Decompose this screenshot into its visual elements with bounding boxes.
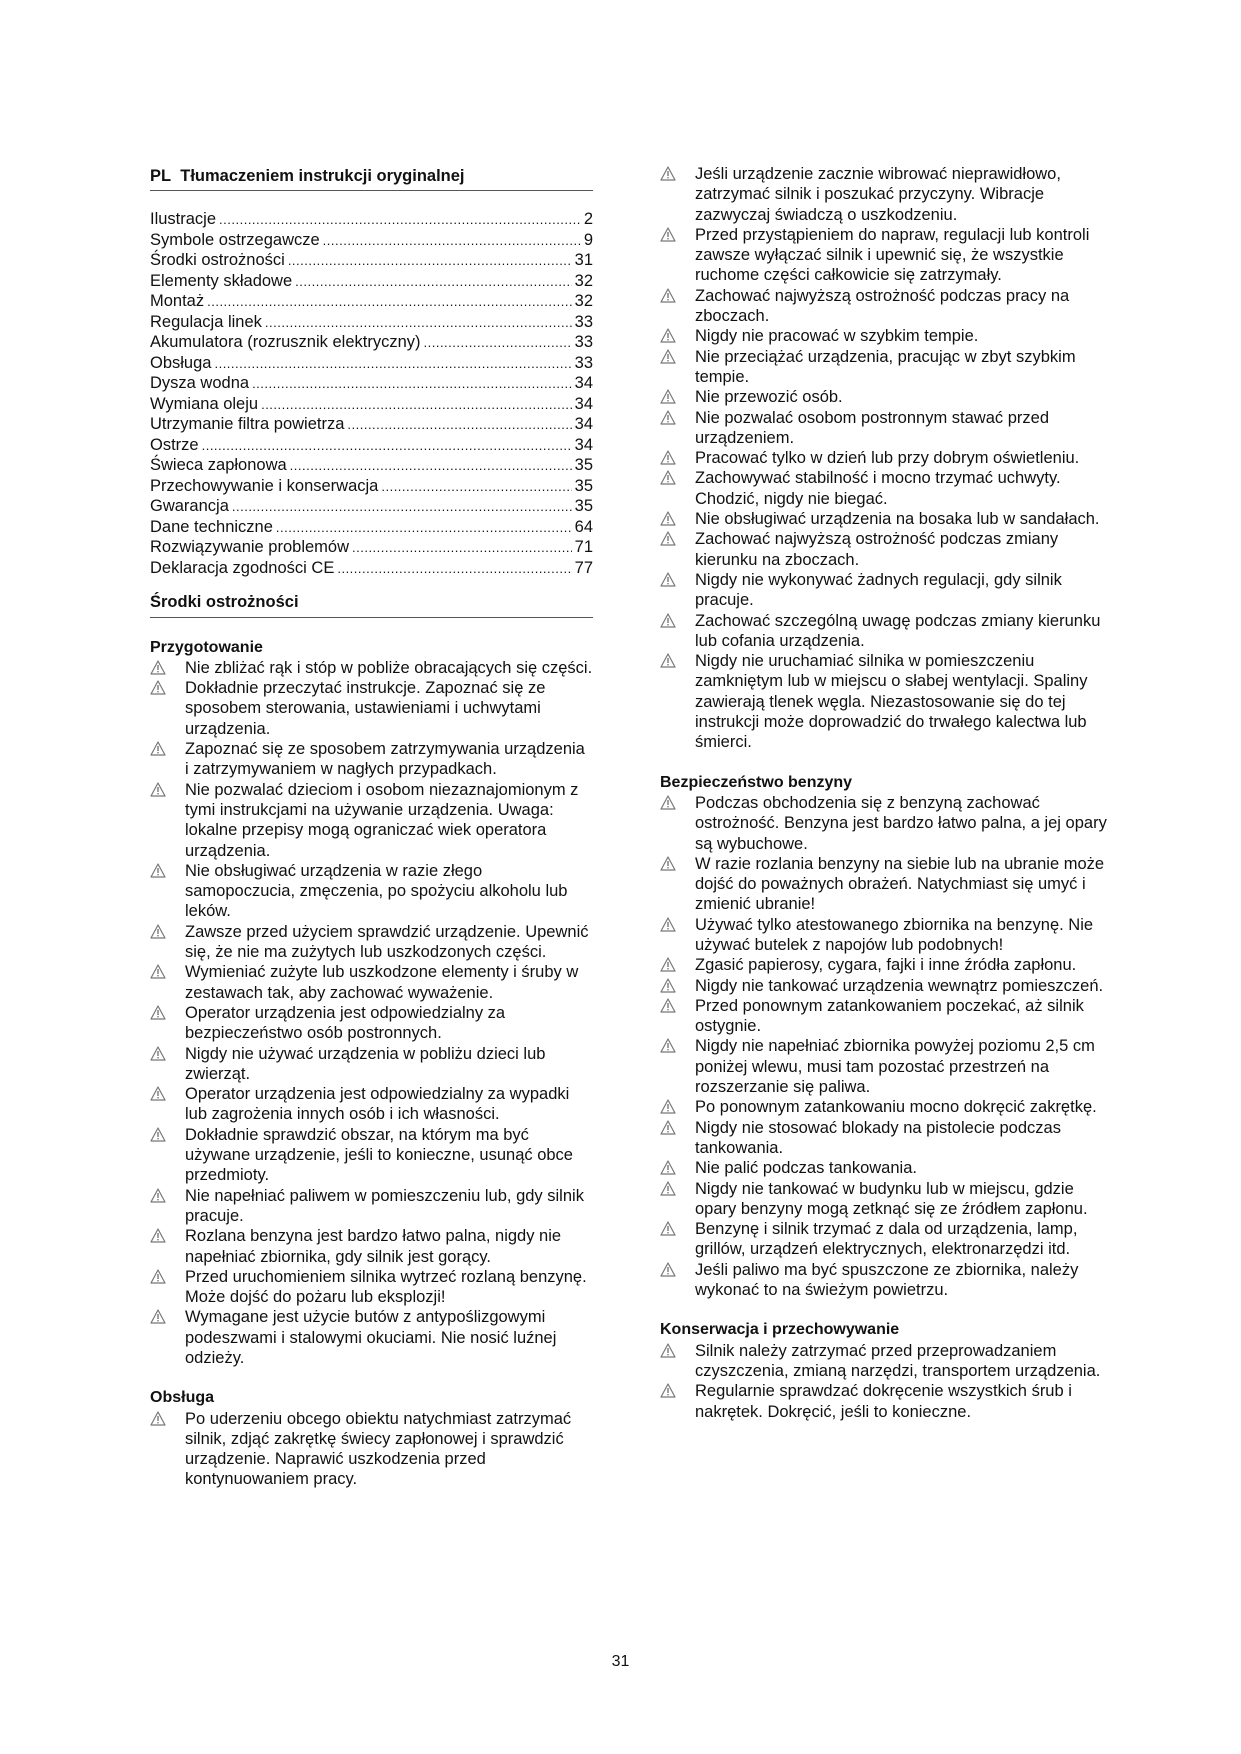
warning-list-item <box>150 1084 593 1125</box>
warning-list-item <box>150 739 593 780</box>
warning-triangle-icon <box>660 856 676 871</box>
maintenance-list <box>660 1341 1110 1422</box>
warning-text: Nie napełniać paliwem w pomieszczeniu lub, gdy silnik pracuje. <box>185 1186 584 1225</box>
toc-leader <box>207 292 572 312</box>
warning-triangle-icon <box>660 470 676 485</box>
toc-label: Regulacja linek <box>150 312 262 331</box>
warning-list-item <box>660 1179 1110 1220</box>
warning-text: Rozlana benzyna jest bardzo łatwo palna, nigdy nie napełniać zbiornika, gdy silnik jest gorący. <box>185 1227 562 1266</box>
warning-list-item <box>660 611 1110 652</box>
toc-page: 34 <box>574 374 593 393</box>
toc-row <box>150 496 593 517</box>
warning-text: Nie przeciążać urządzenia, pracując w zbyt szybkim tempie. <box>695 347 1076 386</box>
warning-list-item <box>150 1186 593 1227</box>
operation-list <box>150 1409 593 1490</box>
toc-label: Ilustracje <box>150 210 217 229</box>
warning-triangle-icon <box>660 917 676 932</box>
warning-text: Nigdy nie napełniać zbiornika powyżej poziomu 2,5 cm poniżej wlewu, musi tam pozostać przestrzeń na rozszerzanie się paliwa. <box>695 1037 1095 1097</box>
toc-leader <box>337 559 571 579</box>
warning-text: Przed przystąpieniem do napraw, regulacji lub kontroli zawsze wyłączać silnik i upewnić się, że wszystkie ruchome części całkowicie się zatrzymały. <box>695 225 1090 285</box>
toc-label: Montaż <box>150 292 205 311</box>
warning-triangle-icon <box>660 227 676 242</box>
toc-label: Symbole ostrzegawcze <box>150 230 320 249</box>
toc-leader <box>295 272 571 292</box>
toc-row <box>150 435 593 456</box>
warning-triangle-icon <box>660 1120 676 1135</box>
warning-list-item <box>150 780 593 861</box>
language-code: PL <box>150 167 172 185</box>
warning-triangle-icon <box>150 964 166 979</box>
petrol-safety-list <box>660 793 1110 1300</box>
toc-label: Elementy składowe <box>150 271 293 290</box>
toc-page: 2 <box>583 210 593 229</box>
warning-triangle-icon <box>660 1099 676 1114</box>
toc-leader <box>347 415 571 435</box>
warning-list-item <box>660 955 1110 975</box>
warning-triangle-icon <box>660 1038 676 1053</box>
warning-triangle-icon <box>150 741 166 756</box>
warning-triangle-icon <box>150 680 166 695</box>
warning-text: Nigdy nie pracować w szybkim tempie. <box>695 327 979 346</box>
toc-label: Gwarancja <box>150 497 229 516</box>
toc-page: 34 <box>574 435 593 454</box>
warning-triangle-icon <box>660 1160 676 1175</box>
warning-list-item <box>150 678 593 739</box>
warning-list-item <box>660 793 1110 854</box>
warning-triangle-icon <box>660 450 676 465</box>
warning-list-item <box>660 996 1110 1037</box>
toc-label: Przechowywanie i konserwacja <box>150 476 379 495</box>
toc-page: 9 <box>583 230 593 249</box>
toc-row <box>150 353 593 374</box>
warning-list-item <box>150 1267 593 1308</box>
warning-list-item <box>660 1381 1110 1422</box>
warning-text: Dokładnie przeczytać instrukcje. Zapoznać się ze sposobem sterowania, ustawieniami i uchwytami urządzenia. <box>185 679 546 738</box>
warning-list-item <box>660 347 1110 388</box>
warning-triangle-icon <box>150 1228 166 1243</box>
warning-triangle-icon <box>660 1343 676 1358</box>
warning-list-item <box>660 1118 1110 1159</box>
warning-text: Nie obsługiwać urządzenia na bosaka lub w sandałach. <box>695 510 1100 529</box>
warning-text: Nie zbliżać rąk i stóp w pobliże obracających się części. <box>185 658 593 677</box>
warning-triangle-icon <box>660 328 676 343</box>
warning-text: Nigdy nie tankować urządzenia wewnątrz pomieszczeń. <box>695 976 1104 995</box>
warning-list-item <box>660 976 1110 996</box>
toc-label: Świeca zapłonowa <box>150 456 287 475</box>
warning-text: Pracować tylko w dzień lub przy dobrym oświetleniu. <box>695 449 1080 468</box>
warning-list-item <box>660 387 1110 407</box>
toc-page: 35 <box>574 497 593 516</box>
warning-list-item <box>660 529 1110 570</box>
toc-leader <box>290 456 572 476</box>
warning-text: Podczas obchodzenia się z benzyną zachować ostrożność. Benzyna jest bardzo łatwo palna, a jej opary są wybuchowe. <box>695 793 1107 853</box>
warning-text: Po ponownym zatankowaniu mocno dokręcić zakrętkę. <box>695 1098 1097 1117</box>
toc-leader <box>323 231 581 251</box>
warning-list-item <box>660 1260 1110 1301</box>
toc-page: 34 <box>574 394 593 413</box>
document-title: Tłumaczeniem instrukcji oryginalnej <box>180 167 465 185</box>
warning-triangle-icon <box>150 924 166 939</box>
toc-page: 33 <box>574 333 593 352</box>
warning-text: Nigdy nie używać urządzenia w pobliżu dzieci lub zwierząt. <box>185 1044 546 1083</box>
warning-triangle-icon <box>660 389 676 404</box>
warning-list-item <box>660 915 1110 956</box>
warning-list-item <box>660 164 1110 225</box>
petrol-safety-heading: Bezpieczeństwo benzyny <box>660 773 853 791</box>
warning-list-item <box>660 468 1110 509</box>
warning-triangle-icon <box>660 978 676 993</box>
right-column <box>660 0 1110 1422</box>
toc-label: Rozwiązywanie problemów <box>150 538 349 557</box>
warning-list-item <box>660 225 1110 286</box>
toc-label: Akumulatora (rozrusznik elektryczny) <box>150 333 421 352</box>
toc-row <box>150 230 593 251</box>
toc-label: Dane techniczne <box>150 517 273 536</box>
warning-list-item <box>150 1307 593 1368</box>
warning-text: Operator urządzenia jest odpowiedzialny za wypadki lub zagrożenia innych osób i ich własności. <box>185 1085 570 1124</box>
warning-triangle-icon <box>660 410 676 425</box>
toc-page: 33 <box>574 312 593 331</box>
toc-leader <box>261 395 572 415</box>
warning-triangle-icon <box>150 1269 166 1284</box>
warning-triangle-icon <box>660 613 676 628</box>
warning-text: Zachować szczególną uwagę podczas zmiany kierunku lub cofania urządzenia. <box>695 611 1101 650</box>
toc-leader <box>202 436 572 456</box>
toc-row <box>150 558 593 579</box>
toc-row <box>150 414 593 435</box>
warning-list-item <box>660 286 1110 327</box>
maintenance-heading: Konserwacja i przechowywanie <box>660 1321 900 1339</box>
toc-leader <box>276 518 572 538</box>
warning-text: Dokładnie sprawdzić obszar, na którym ma być używane urządzenie, jeśli to konieczne, usunąć obce przedmioty. <box>185 1125 573 1185</box>
warning-list-item <box>660 448 1110 468</box>
warning-triangle-icon <box>660 998 676 1013</box>
warning-list-item <box>660 1036 1110 1097</box>
toc-leader <box>219 210 581 230</box>
warning-text: Jeśli paliwo ma być spuszczone ze zbiornika, należy wykonać to na świeżym powietrzu. <box>695 1260 1079 1300</box>
warning-text: Zapoznać się ze sposobem zatrzymywania urządzenia i zatrzymywaniem w nagłych przypadkach. <box>185 740 585 779</box>
warning-list-item <box>660 570 1110 611</box>
warning-text: W razie rozlania benzyny na siebie lub na ubranie może dojść do poważnych obrażeń. Natychmiast się umyć i zmienić ubranie! <box>695 854 1105 914</box>
toc-row <box>150 455 593 476</box>
toc-page: 64 <box>574 517 593 536</box>
toc-row <box>150 476 593 497</box>
warning-list-item <box>150 1003 593 1044</box>
toc-row <box>150 332 593 353</box>
warning-triangle-icon <box>660 166 676 181</box>
warning-text: Po uderzeniu obcego obiektu natychmiast zatrzymać silnik, zdjąć zakrętkę świecy zapłonowej i sprawdzić urządzenie. Naprawić uszkodzenia przed kontynuowaniem pracy. <box>185 1409 572 1489</box>
toc-page: 35 <box>574 456 593 475</box>
warning-text: Zachować najwyższą ostrożność podczas zmiany kierunku na zboczach. <box>695 530 1059 569</box>
warning-triangle-icon <box>150 1086 166 1101</box>
warning-text: Nigdy nie uruchamiać silnika w pomieszczeniu zamkniętym lub w miejscu o słabej wentylacji. Spaliny zawierają tlenek węgla. Niezastosowanie się do tej instrukcji może doprowadzić do trwałego kalectwa lub śmierci. <box>695 652 1088 752</box>
toc-row <box>150 209 593 230</box>
toc-row <box>150 394 593 415</box>
table-of-contents <box>150 209 593 578</box>
toc-row <box>150 271 593 292</box>
toc-page: 32 <box>574 271 593 290</box>
safety-section-heading: Środki ostrożności <box>150 592 593 617</box>
warning-triangle-icon <box>150 1411 166 1426</box>
warning-triangle-icon <box>150 782 166 797</box>
toc-page: 34 <box>574 415 593 434</box>
warning-list-item <box>150 1409 593 1490</box>
warning-triangle-icon <box>660 1221 676 1236</box>
toc-page: 31 <box>574 251 593 270</box>
warning-list-item <box>660 1097 1110 1117</box>
toc-leader <box>424 333 572 353</box>
warning-text: Zgasić papierosy, cygara, fajki i inne źródła zapłonu. <box>695 956 1077 975</box>
toc-page: 32 <box>574 292 593 311</box>
warning-triangle-icon <box>150 1046 166 1061</box>
warning-list-item <box>660 408 1110 449</box>
warning-triangle-icon <box>150 1005 166 1020</box>
page-number: 31 <box>611 1653 630 1670</box>
warning-triangle-icon <box>660 653 676 668</box>
warning-list-item <box>660 651 1110 752</box>
operation-heading: Obsługa <box>150 1389 215 1407</box>
warning-list-item <box>150 1044 593 1085</box>
warning-text: Zawsze przed użyciem sprawdzić urządzenie. Upewnić się, że nie ma zużytych lub uszkodzonych części. <box>185 922 589 962</box>
preparation-list <box>150 658 593 1368</box>
warning-triangle-icon <box>660 572 676 587</box>
warning-triangle-icon <box>660 1181 676 1196</box>
toc-page: 77 <box>574 558 593 577</box>
warning-list-item <box>660 1219 1110 1260</box>
toc-page: 35 <box>574 476 593 495</box>
warning-text: Nie palić podczas tankowania. <box>695 1159 917 1178</box>
warning-text: Nigdy nie tankować w budynku lub w miejscu, gdzie opary benzyny mogą zetknąć się ze źródłem zapłonu. <box>695 1179 1088 1218</box>
toc-leader <box>352 538 572 558</box>
toc-row <box>150 250 593 271</box>
warning-list-item <box>660 1341 1110 1382</box>
warning-list-item <box>660 326 1110 346</box>
warning-triangle-icon <box>660 511 676 526</box>
warning-triangle-icon <box>150 1127 166 1142</box>
toc-leader <box>252 374 572 394</box>
document-header <box>150 166 593 191</box>
toc-row <box>150 517 593 538</box>
toc-leader <box>232 497 572 517</box>
warning-list-item <box>660 509 1110 529</box>
toc-leader <box>288 251 572 271</box>
warning-text: Nie obsługiwać urządzenia w razie złego samopoczucia, zmęczenia, po spożyciu alkoholu lub leków. <box>185 861 568 921</box>
toc-label: Środki ostrożności <box>150 251 285 270</box>
warning-text: Przed uruchomieniem silnika wytrzeć rozlaną benzynę. Może dojść do pożaru lub eksplozji! <box>185 1267 587 1307</box>
toc-row <box>150 312 593 333</box>
left-column <box>150 0 593 1490</box>
warning-list-item <box>150 861 593 922</box>
warning-text: Nie pozwalać dzieciom i osobom niezaznajomionym z tymi instrukcjami na używanie urządzenia. Uwaga: lokalne przepisy mogą ograniczać wiek operatora urządzenia. <box>185 780 579 860</box>
warning-list-item <box>150 1125 593 1186</box>
warning-text: Zachować najwyższą ostrożność podczas pracy na zboczach. <box>695 286 1070 326</box>
warning-text: Nigdy nie wykonywać żadnych regulacji, gdy silnik pracuje. <box>695 570 1062 610</box>
warning-list-item <box>660 1158 1110 1178</box>
warning-list-item <box>150 962 593 1003</box>
warning-text: Nie przewozić osób. <box>695 388 843 407</box>
warning-text: Wymieniać zużyte lub uszkodzone elementy i śruby w zestawach tak, aby zachować wyważenie. <box>185 963 579 1002</box>
warning-triangle-icon <box>150 863 166 878</box>
toc-page: 33 <box>574 353 593 372</box>
warning-text: Przed ponownym zatankowaniem poczekać, aż silnik ostygnie. <box>695 996 1084 1036</box>
warning-triangle-icon <box>150 1309 166 1324</box>
warning-triangle-icon <box>660 795 676 810</box>
toc-label: Wymiana oleju <box>150 394 259 413</box>
warning-triangle-icon <box>660 1383 676 1398</box>
warning-text: Silnik należy zatrzymać przed przeprowadzaniem czyszczenia, zmianą narzędzi, transportem urządzenia. <box>695 1341 1101 1380</box>
warning-triangle-icon <box>660 957 676 972</box>
warning-list-item <box>150 658 593 678</box>
toc-row <box>150 291 593 312</box>
toc-label: Deklaracja zgodności CE <box>150 558 335 577</box>
toc-leader <box>214 354 571 374</box>
toc-label: Obsługa <box>150 353 212 372</box>
warning-triangle-icon <box>150 1188 166 1203</box>
warning-list-item <box>150 922 593 963</box>
operation-list-continued <box>660 164 1110 753</box>
warning-text: Benzynę i silnik trzymać z dala od urządzenia, lamp, grillów, urządzeń elektrycznych, elektronarzędzi itd. <box>695 1220 1078 1259</box>
warning-triangle-icon <box>660 531 676 546</box>
warning-list-item <box>660 854 1110 915</box>
toc-row <box>150 537 593 558</box>
warning-text: Jeśli urządzenie zacznie wibrować nieprawidłowo, zatrzymać silnik i poszukać przyczyny. Wibracje zazwyczaj świadczą o uszkodzeniu. <box>695 165 1061 224</box>
warning-triangle-icon <box>660 288 676 303</box>
toc-page: 71 <box>574 538 593 557</box>
warning-text: Nie pozwalać osobom postronnym stawać przed urządzeniem. <box>695 408 1050 447</box>
warning-text: Używać tylko atestowanego zbiornika na benzynę. Nie używać butelek z napojów lub podobnych! <box>695 915 1094 954</box>
warning-text: Zachowywać stabilność i mocno trzymać uchwyty. Chodzić, nigdy nie biegać. <box>695 469 1061 508</box>
warning-text: Regularnie sprawdzać dokręcenie wszystkich śrub i nakrętek. Dokręcić, jeśli to konieczne. <box>695 1382 1072 1421</box>
toc-label: Dysza wodna <box>150 374 250 393</box>
toc-leader <box>265 313 572 333</box>
preparation-heading: Przygotowanie <box>150 638 263 656</box>
warning-text: Nigdy nie stosować blokady na pistolecie podczas tankowania. <box>695 1118 1061 1157</box>
warning-triangle-icon <box>660 349 676 364</box>
warning-text: Wymagane jest użycie butów z antypoślizgowymi podeszwami i stalowymi okuciami. Nie nosić luźnej odzieży. <box>185 1308 557 1367</box>
warning-triangle-icon <box>660 1262 676 1277</box>
warning-text: Operator urządzenia jest odpowiedzialny za bezpieczeństwo osób postronnych. <box>185 1003 506 1043</box>
warning-triangle-icon <box>150 660 166 675</box>
toc-label: Ostrze <box>150 435 199 454</box>
toc-leader <box>381 477 571 497</box>
warning-list-item <box>150 1226 593 1267</box>
toc-row <box>150 373 593 394</box>
toc-label: Utrzymanie filtra powietrza <box>150 415 345 434</box>
